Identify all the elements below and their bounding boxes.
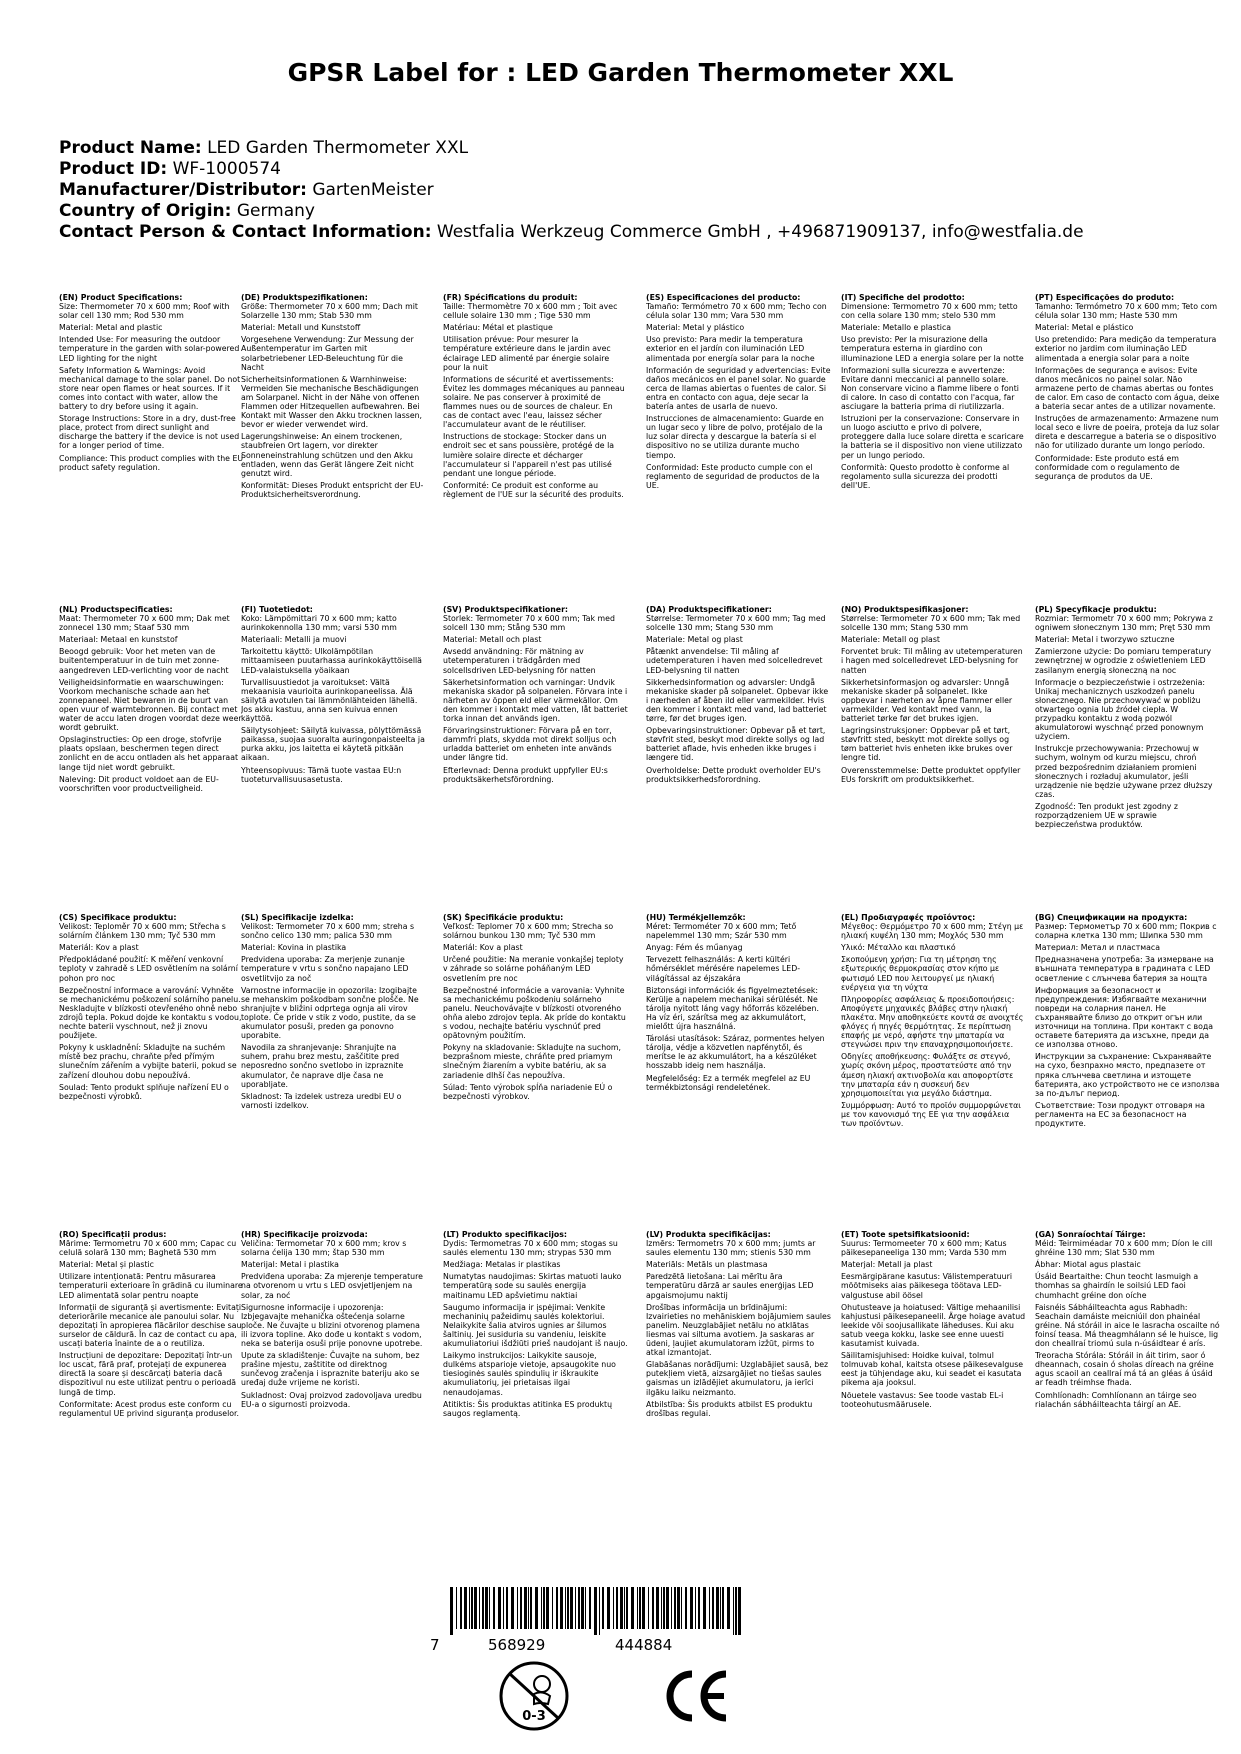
spec-line: Storlek: Termometer 70 x 600 mm; Tak med solcell 130 mm; Stång 530 mm: [443, 614, 615, 633]
spec-line: Lagringsinstruksjoner: Oppbevar på et tørt, støvfritt sted, beskytt mot direkte sollys og tøm batteriet hvis enheten ikke brukes over lengre tid.: [841, 726, 1013, 763]
spec-line: Μέγεθος: Θερμόμετρο 70 x 600 mm; Στέγη με ηλιακή κυψέλη 130 mm; Μοχλός 530 mm: [841, 922, 1024, 941]
spec-line: Izmērs: Termometrs 70 x 600 mm; jumts ar saules elementu 130 mm; stienis 530 mm: [646, 1239, 816, 1258]
info-label: Contact Person & Contact Information:: [59, 222, 432, 242]
spec-line: Úsáid Beartaithe: Chun teocht lasmuigh a thomhas sa ghairdín le soilsiú LED faoi chumhacht gréine don oíche: [1035, 1272, 1199, 1300]
barcode-bar: [556, 1587, 558, 1629]
barcode-bar: [620, 1587, 623, 1629]
barcode-bar: [716, 1587, 719, 1629]
barcode-bar: [567, 1587, 569, 1629]
spec-line: Súlad: Tento výrobok spĺňa nariadenie EÚ o bezpečnosti výrobkov.: [443, 1082, 613, 1101]
spec-line: Pokyny na skladovanie: Skladujte na suchom, bezprašnom mieste, chráňte pred priamym slnečným žiarením a vybite batériu, ak sa zariadenie dlhší čas nepoužíva.: [443, 1043, 621, 1080]
spec-line: Rozmiar: Termometr 70 x 600 mm; Pokrywa z ogniwem słonecznym 130 mm; Pręt 530 mm: [1035, 614, 1213, 633]
barcode-bar: [661, 1587, 662, 1629]
age-warning-0-3-icon: [498, 1660, 570, 1732]
spec-line: Størrelse: Termometer 70 x 600 mm; Tak med solcelle 130 mm; Stang 530 mm: [841, 614, 1021, 633]
barcode-bar: [733, 1587, 734, 1635]
spec-line: Overensstemmelse: Dette produktet oppfyller EUs forskrift om produktsikkerhet.: [841, 765, 1021, 784]
spec-line: Paredzētā lietošana: Lai mērītu āra temperatūru dārzā ar saules enerģijas LED apgaismojumu naktij: [646, 1272, 814, 1300]
language-heading: (NL) Productspecificaties:: [59, 605, 173, 614]
spec-line: Información de seguridad y advertencias: Evite daños mecánicos en el panel solar. No guarde cerca de llamas abiertas o fuentes de calor. Si entra en contacto con agua, deje secar la batería antes de usarla de nuevo.: [646, 365, 831, 412]
spec-line: Förvaringsinstruktioner: Förvara på en torr, dammfri plats, skydda mot direkt solljus och urladda batteriet om enheten inte används under längre tid.: [443, 726, 617, 763]
spec-line: Συμμόρφωση: Αυτό το προϊόν συμμορφώνεται με τον κανονισμό της ΕΕ για την ασφάλεια των προϊόντων.: [841, 1100, 1021, 1128]
language-block: [646, 605, 831, 907]
language-block: [1035, 293, 1220, 599]
spec-line: Storage Instructions: Store in a dry, dust-free place, protect from direct sunlight and discharge the battery if the device is not used for a longer period of time.: [59, 414, 240, 451]
barcode-bar: [581, 1587, 584, 1629]
language-heading: (PL) Specyfikacje produktu:: [1035, 605, 1157, 614]
language-heading: (BG) Спецификации на продукта:: [1035, 913, 1188, 922]
language-block: [443, 913, 628, 1224]
spec-line: Taille: Thermomètre 70 x 600 mm ; Toit avec cellule solaire 130 mm ; Tige 530 mm: [443, 302, 618, 321]
barcode-bar: [722, 1587, 724, 1629]
spec-line: Sukladnost: Ovaj proizvod zadovoljava uredbu EU-a o sigurnosti proizvoda.: [241, 1390, 422, 1409]
language-block: [646, 913, 831, 1224]
barcode-digits-left: 568929: [488, 1636, 546, 1654]
spec-line: Materjal: Metall ja plast: [841, 1260, 933, 1270]
language-heading: (ES) Especificaciones del producto:: [646, 293, 801, 302]
spec-line: Koko: Lämpömittari 70 x 600 mm; katto aurinkokennolla 130 mm; varsi 530 mm: [241, 614, 397, 633]
barcode-bar: [471, 1587, 473, 1629]
spec-line: Maat: Thermometer 70 x 600 mm; Dak met zonnecel 130 mm; Staaf 530 mm: [59, 614, 230, 633]
spec-line: Säkerhetsinformation och varningar: Undvik mekaniska skador på solpanelen. Förvara inte i närheten av öppen eld eller värmekällor. Om den kommer i kontakt med vatten, låt batteriet torka innan det används igen.: [443, 677, 628, 724]
barcode-bar: [479, 1587, 480, 1629]
language-block: [443, 1230, 628, 1530]
barcode-bar: [709, 1587, 710, 1629]
spec-line: Materiál: Kov a plast: [59, 943, 139, 953]
barcode-bar: [485, 1587, 488, 1629]
barcode-bar: [685, 1587, 687, 1629]
spec-line: Naleving: Dit product voldoet aan de EU-voorschriften voor productveiligheid.: [59, 774, 219, 793]
spec-line: Ábhar: Miotal agus plastaic: [1035, 1260, 1141, 1270]
spec-line: Informații de siguranță și avertismente: Evitați deteriorările mecanice ale panoului solar. Nu depozitați în apropierea flăcărilor deschise sau surselor de căldură. În caz de contact cu apa, uscați bateria înainte de a o reutiliza.: [59, 1302, 242, 1349]
language-heading: (PT) Especificações do produto:: [1035, 293, 1175, 302]
spec-line: Nõuetele vastavus: See toode vastab EL-i tooteohutusmäärusele.: [841, 1390, 1004, 1409]
language-heading: (RO) Specificații produs:: [59, 1230, 167, 1239]
spec-line: Soulad: Tento produkt splňuje nařízení EU o bezpečnosti výrobků.: [59, 1082, 229, 1101]
spec-line: Materijal: Metal i plastika: [241, 1260, 339, 1270]
spec-line: Tamaño: Termómetro 70 x 600 mm; Techo con célula solar 130 mm; Vara 530 mm: [646, 302, 827, 321]
spec-line: Méret: Termométer 70 x 600 mm; Tető napelemmel 130 mm; Szár 530 mm: [646, 922, 797, 941]
barcode-bar: [624, 1587, 625, 1629]
language-heading: (FI) Tuotetiedot:: [241, 605, 313, 614]
language-block: [59, 913, 244, 1224]
spec-line: Vorgesehene Verwendung: Zur Messung der Außentemperatur im Garten mit solarbetriebener LED-Beleuchtung für die Nacht: [241, 335, 414, 372]
spec-line: Tamanho: Termómetro 70 x 600 mm; Teto com célula solar 130 mm; Haste 530 mm: [1035, 302, 1218, 321]
language-block: [1035, 913, 1220, 1224]
spec-line: Utilisation prévue: Pour mesurer la température extérieure dans le jardin avec éclairage LED alimenté par énergie solaire pour la nuit: [443, 335, 611, 372]
spec-line: Material: Metal y plástico: [646, 323, 745, 333]
spec-line: Dimensione: Termometro 70 x 600 mm; tetto con cella solare 130 mm; stelo 530 mm: [841, 302, 1018, 321]
language-heading: (HR) Specifikacije proizvoda:: [241, 1230, 368, 1239]
language-block: [241, 913, 426, 1224]
info-value: Westfalia Werkzeug Commerce GmbH , +496871909137, info@westfalia.de: [436, 222, 1084, 242]
barcode-bar: [570, 1587, 573, 1629]
spec-line: Materiāls: Metāls un plastmasa: [646, 1260, 768, 1270]
barcode-bar: [560, 1587, 563, 1629]
ce-mark-icon: [662, 1668, 732, 1724]
barcode-bar: [511, 1587, 514, 1629]
barcode-bar: [703, 1587, 706, 1629]
barcode-bar: [616, 1587, 618, 1629]
barcode-bar: [674, 1587, 676, 1629]
spec-line: Intended Use: For measuring the outdoor temperature in the garden with solar-powered LED lighting for the night: [59, 335, 240, 363]
spec-line: Opslaginstructies: Op een droge, stofvrije plaats opslaan, beschermen tegen direct zonlicht en de accu ontladen als het apparaat lange tijd niet wordt gebruikt.: [59, 735, 239, 772]
spec-line: Safety Information & Warnings: Avoid mechanical damage to the solar panel. Do not store near open flames or heat sources. If it comes into contact with water, allow the battery to dry before using it again.: [59, 365, 241, 412]
barcode-bar: [712, 1587, 714, 1629]
barcode-bar: [648, 1587, 649, 1629]
language-heading: (SV) Produktspecifikationer:: [443, 605, 569, 614]
spec-line: Zgodność: Ten produkt jest zgodny z rozporządzeniem UE w sprawie bezpieczeństwa produktów.: [1035, 801, 1178, 830]
label-title: GPSR Label for : LED Garden Thermometer XXL: [287, 58, 954, 87]
spec-line: Uso pretendido: Para medição da temperatura exterior no jardim com iluminação LED alimentada a energia solar para a noite: [1035, 335, 1217, 363]
spec-line: Ohutusteave ja hoiatused: Vältige mehaanilisi kahjustusi päikesepaneelil. Ärge hoiage avatud leekide või soojusallikate läheduses. Kui aku satub veega kokku, laske see enne uuesti kasutamist kuivada.: [841, 1302, 1026, 1349]
spec-line: Material: Metal e plástico: [1035, 323, 1134, 333]
barcode-bar: [594, 1587, 597, 1635]
info-row: [59, 138, 1189, 159]
spec-line: Overholdelse: Dette produkt overholder EU's produktsikkerhedsforordning.: [646, 765, 821, 784]
spec-line: Velikost: Termometer 70 x 600 mm; streha s sončno celico 130 mm; palica 530 mm: [241, 922, 415, 941]
spec-line: Navodila za shranjevanje: Shranjujte na suhem, prahu brez mestu, zaščitite pred neposredno sončno svetlobo in izpraznite akumulator, če naprave dlje časa ne uporabljate.: [241, 1043, 404, 1089]
barcode-bar: [698, 1587, 700, 1629]
spec-line: Opbevaringsinstruktioner: Opbevar på et tørt, støvfrit sted, beskyt mod direkte sollys og lad batteriet aflade, hvis enheden ikke bruges i længere tid.: [646, 726, 826, 763]
spec-line: Treoracha Stórála: Stóráil in áit tirim, saor ó dheannach, cosain ó sholas díreach na gréine agus scaoil an ceallraí má tá an gléas á úsáid ar feadh tréimhse fhada.: [1035, 1351, 1214, 1388]
language-block: [241, 1230, 426, 1530]
barcode-bar: [656, 1587, 659, 1629]
spec-line: Størrelse: Termometer 70 x 600 mm; Tag med solcelle 130 mm; Stang 530 mm: [646, 614, 826, 633]
spec-line: Instrucțiuni de depozitare: Depozitați într-un loc uscat, fără praf, protejați de expunerea directă la soare și descărcați bateria dacă dispozitivul nu este utilizat pentru o perioadă lungă de timp.: [59, 1351, 237, 1397]
barcode-bar: [735, 1587, 737, 1635]
spec-line: Dydis: Termometras 70 x 600 mm; stogas su saulės elementu 130 mm; strypas 530 mm: [443, 1239, 618, 1258]
spec-line: Instruções de armazenamento: Armazene num local seco e livre de poeira, proteja da luz solar direta e descarregue a bateria se o dispositivo não for utilizado durante um longo período.: [1035, 414, 1220, 451]
spec-line: Informazioni sulla sicurezza e avvertenze: Evitare danni meccanici al pannello solare. Non conservare vicino a fiamme libere o fonti di calore. In caso di contatto con l'acqua, far asciugare la batteria prima di riutilizzarla.: [841, 365, 1019, 412]
info-value: WF-1000574: [172, 159, 281, 179]
spec-line: Instrukcje przechowywania: Przechowuj w suchym, wolnym od kurzu miejscu, chroń przed bezpośrednim działaniem promieni słonecznych i rozładuj akumulator, jeśli urządzenie nie będzie używane przez dłuższy czas.: [1035, 744, 1213, 799]
language-heading: (SL) Specifikacije izdelka:: [241, 913, 354, 922]
barcode-bar: [637, 1587, 638, 1629]
language-heading: (DE) Produktspezifikationen:: [241, 293, 368, 302]
spec-line: Megfelelőség: Ez a termék megfelel az EU termékbiztonsági rendeletének.: [646, 1073, 811, 1092]
barcode-bar: [506, 1587, 508, 1629]
spec-line: Anyag: Fém és műanyag: [646, 943, 743, 953]
barcode-bar: [493, 1587, 495, 1629]
language-block: [841, 293, 1026, 599]
spec-line: Instrucciones de almacenamiento: Guarde en un lugar seco y libre de polvo, protéjalo de la luz solar directa y descargue la batería si el dispositivo no se utiliza durante mucho tiempo.: [646, 414, 824, 460]
spec-line: Compliance: This product complies with the EU product safety regulation.: [59, 453, 244, 472]
barcode-bar: [602, 1587, 604, 1629]
barcode-bar: [613, 1587, 614, 1629]
spec-line: Informacje o bezpieczeństwie i ostrzeżenia: Unikaj mechanicznych uszkodzeń panelu słonecznego. Nie przechowywać w pobliżu otwartego ognia lub źródeł ciepła. W przypadku kontaktu z wodą pozwól akumulatorowi wyschnąć przed ponownym użyciem.: [1035, 677, 1206, 742]
spec-line: Veľkosť: Teplomer 70 x 600 mm; Strecha so solárnou bunkou 130 mm; Tyč 530 mm: [443, 922, 614, 941]
spec-line: Forventet bruk: Til måling av utetemperaturen i hagen med solcelledrevet LED-belysning for natten: [841, 647, 1023, 675]
spec-line: Informations de sécurité et avertissements: Évitez les dommages mécaniques au panneau solaire. Ne pas conserver à proximité de flammes nues ou de sources de chaleur. En cas de contact avec l'eau, laissez sécher l'accumulateur avant de le réutiliser.: [443, 374, 625, 430]
barcode-bar: [528, 1587, 529, 1629]
barcode-bar: [663, 1587, 665, 1629]
spec-line: Konformität: Dieses Produkt entspricht der EU-Produktsicherheitsverordnung.: [241, 480, 424, 499]
barcode-bar: [677, 1587, 680, 1629]
spec-line: Určené použitie: Na meranie vonkajšej teploty v záhrade so solárne poháňaným LED osvetlením pre noc: [443, 955, 624, 983]
spec-line: Material: Metal și plastic: [59, 1260, 154, 1270]
spec-line: Materiál: Kov a plast: [443, 943, 523, 953]
spec-line: Informações de segurança e avisos: Evite danos mecânicos no painel solar. Não armazene perto de chamas abertas ou fontes de calor. Em caso de contacto com água, deixe a bateria secar antes de a utilizar novamente.: [1035, 365, 1220, 412]
language-block: [241, 293, 426, 599]
spec-line: Medžiaga: Metalas ir plastikas: [443, 1260, 561, 1270]
info-row: [59, 159, 1189, 180]
spec-line: Sigurnosne informacije i upozorenja: Izbjegavajte mehanička oštećenja solarne ploče. Ne čuvajte u blizini otvorenog plamena ili izvora topline. Ako dođe u kontakt s vodom, neka se baterija osuši prije ponovne upotrebe.: [241, 1302, 423, 1349]
spec-line: Efterlevnad: Denna produkt uppfyller EU:s produktsäkerhetsförordning.: [443, 765, 608, 784]
language-block: [1035, 1230, 1220, 1530]
spec-line: Conformità: Questo prodotto è conforme al regolamento sulla sicurezza dei prodotti dell'UE.: [841, 462, 1010, 490]
spec-line: Saugumo informacija ir įspėjimai: Venkite mechaninių pažeidimų saulės kolektoriui. Nelaikykite šalia atviros ugnies ar šilumos šaltinių. Jei susiduria su vandeniu, leiskite akumuliatoriui išdžiūti prieš naudojant iš naujo.: [443, 1302, 628, 1349]
barcode-bar: [520, 1587, 522, 1629]
info-label: Product Name:: [59, 138, 202, 158]
spec-line: Biztonsági információk és figyelmeztetések: Kerülje a napelem mechanikai sérülését. Ne tárolja nyitott láng vagy hőforrás közelében. Ha víz éri, szárítsa meg az akkumulátort, mielőtt újra használná.: [646, 985, 819, 1032]
info-label: Country of Origin:: [59, 201, 232, 221]
info-value: Germany: [236, 201, 315, 221]
spec-line: Istruzioni per la conservazione: Conservare in un luogo asciutto e privo di polvere, proteggere dalla luce solare diretta e scaricare la batteria se il dispositivo non viene utilizzato per un lungo periodo.: [841, 414, 1024, 460]
spec-line: Skladnost: Ta izdelek ustreza uredbi EU o varnosti izdelkov.: [241, 1091, 402, 1110]
language-block: [841, 1230, 1026, 1530]
spec-line: Upute za skladištenje: Čuvajte na suhom, bez prašine mjestu, zaštitite od direktnog sunčevog zračenja i ispraznite bateriju ako se uređaj duže vrijeme ne koristi.: [241, 1351, 420, 1388]
spec-line: Οδηγίες αποθήκευσης: Φυλάξτε σε στεγνό, χωρίς σκόνη μέρος, προστατεύστε από την άμεση ηλιακή ακτινοβολία και αποφορτίστε την μπαταρία εάν η συσκευή δεν χρησιμοποιείται για μεγάλο διάστημα.: [841, 1052, 1014, 1098]
barcode-digits-right: 444884: [615, 1636, 673, 1654]
info-row: [59, 201, 1189, 222]
barcode-bar: [578, 1587, 580, 1629]
language-block: [59, 605, 244, 907]
spec-line: Utilizare intenționată: Pentru măsurarea temperaturii exterioare în grădină cu iluminare LED alimentată solar pentru noapte: [59, 1272, 243, 1300]
spec-line: Uso previsto: Per la misurazione della temperatura esterna in giardino con illuminazione LED a energia solare per la notte: [841, 335, 1024, 363]
spec-line: Méid: Teirmiméadar 70 x 600 mm; Díon le cill ghréine 130 mm; Slat 530 mm: [1035, 1239, 1213, 1258]
spec-line: Tárolási utasítások: Száraz, pormentes helyen tárolja, védje a közvetlen napfénytől, és merítse le az akkumulátort, ha a készüléket hosszabb ideig nem használja.: [646, 1034, 825, 1071]
spec-line: Velikost: Teploměr 70 x 600 mm; Střecha s solárním článkem 130 mm; Tyč 530 mm: [59, 922, 226, 941]
barcode-bar: [585, 1587, 586, 1629]
language-block: [841, 913, 1026, 1224]
spec-line: Conformitate: Acest produs este conform cu regulamentul UE privind siguranța produselor.: [59, 1399, 239, 1418]
spec-line: Conformidad: Este producto cumple con el reglamento de seguridad de productos de la UE.: [646, 462, 820, 490]
barcode-bar: [681, 1587, 682, 1629]
barcode-bar: [738, 1587, 741, 1635]
spec-line: Tarkoitettu käyttö: Ulkolämpötilan mittaamiseen puutarhassa aurinkokäyttöisellä LED-valaistuksella yöaikaan: [241, 647, 422, 675]
spec-line: Varnostne informacije in opozorila: Izogibajte se mehanskim poškodbam sončne plošče. Ne shranjujte v bližini odprtega ognja ali virov toplote. Če pride v stik z vodo, pustite, da se akumulator posuši, preden ga ponovno uporabite.: [241, 985, 419, 1041]
barcode-digit-first: 7: [430, 1636, 440, 1654]
spec-line: Predvidena uporaba: Za merjenje zunanje temperature v vrtu s sončno napajano LED osvetlitvijo za noč: [241, 955, 409, 983]
barcode-bar: [474, 1587, 477, 1629]
spec-line: Σκοπούμενη χρήση: Για τη μέτρηση της εξωτερικής θερμοκρασίας στον κήπο με φωτισμό LED που λειτουργεί με ηλιακή ενέργεια για τη νύχτα: [841, 955, 1000, 992]
language-block: [841, 605, 1026, 907]
barcode-bar: [469, 1587, 470, 1629]
language-heading: (SK) Špecifikácie produktu:: [443, 913, 564, 922]
spec-line: Veiligheidsinformatie en waarschuwingen: Voorkom mechanische schade aan het zonnepaneel. Niet bewaren in de buurt van open vuur of warmtebronnen. Bij contact met water de accu laten drogen voordat deze weer wordt gebruikt.: [59, 677, 242, 733]
barcode-bar: [652, 1587, 654, 1629]
barcode-bar: [524, 1587, 527, 1629]
barcode-bar: [671, 1587, 672, 1629]
spec-line: Materiał: Metal i tworzywo sztuczne: [1035, 635, 1175, 645]
spec-line: Информация за безопасност и предупреждения: Избягвайте механични повреди на соларния панел. Не съхранявайте близо до открит огън или източници на топлина. При контакт с вода оставете батерията да изсъхне, преди да се използва отново.: [1035, 985, 1214, 1050]
spec-line: Materiaali: Metalli ja muovi: [241, 635, 347, 645]
spec-line: Материал: Метал и пластмаса: [1035, 943, 1160, 953]
language-heading: (FR) Spécifications du produit:: [443, 293, 578, 302]
barcode-bar: [720, 1587, 721, 1629]
barcode-bar: [541, 1587, 542, 1629]
spec-line: Размер: Термометър 70 x 600 mm; Покрив с соларна клетка 130 mm; Шипка 530 mm: [1035, 922, 1217, 941]
barcode-bar: [690, 1587, 693, 1629]
barcode-bar: [565, 1587, 566, 1629]
svg-text:0-3: 0-3: [522, 1709, 546, 1724]
language-block: [241, 605, 426, 907]
spec-line: Säilitamisjuhised: Hoidke kuival, tolmul tolmuvab kohal, kaitsta otsese päikesevalguse eest ja tühjendage aku, kui seadet ei kasutata pikema aja jooksul.: [841, 1351, 1024, 1388]
spec-line: Faisnéis Sábháilteachta agus Rabhadh: Seachain damáiste meicniúil don phainéal gréine. Ná stóráil in aice le lasracha oscailte nó foinsí teasa. Má theagmhálann sé le huisce, lig don cheallraí triomú sula n-úsáidtear é arís.: [1035, 1302, 1220, 1349]
barcode-bar: [552, 1587, 553, 1629]
spec-line: Drošības informācija un brīdinājumi: Izvairieties no mehāniskiem bojājumiem saules panelim. Neuzglabājiet netālu no atklātas liesmas vai siltuma avotiem. Ja saskaras ar ūdeni, ļaujiet akumulatoram izžūt, pirms to atkal izmantojat.: [646, 1302, 831, 1358]
spec-line: Material: Kovina in plastika: [241, 943, 347, 953]
barcode-bar: [489, 1587, 490, 1629]
barcode-bar: [464, 1587, 467, 1629]
spec-line: Предназначена употреба: За измерване на външната температура в градината с LED осветление с слънчева батерия за нощта: [1035, 955, 1214, 983]
barcode-bar: [482, 1587, 484, 1629]
spec-line: Uso previsto: Para medir la temperatura exterior en el jardín con iluminación LED alimentada por energía solar para la noche: [646, 335, 815, 363]
spec-line: Conformidade: Este produto está em conformidade com o regulamento de segurança de produtos da UE.: [1035, 453, 1180, 481]
product-info: [59, 138, 1189, 243]
spec-line: Instructions de stockage: Stocker dans un endroit sec et sans poussière, protégé de la lumière solaire directe et décharger l'accumulateur si l'appareil n'est pas utilisé pendant une longue période.: [443, 432, 615, 478]
language-block: [443, 293, 628, 599]
spec-line: Atitiktis: Šis produktas atitinka ES produktų saugos reglamentą.: [443, 1399, 613, 1418]
spec-line: Zamierzone użycie: Do pomiaru temperatury zewnętrznej w ogrodzie z oświetleniem LED zasilanym energią słoneczną na noc: [1035, 647, 1212, 675]
language-block: [59, 1230, 244, 1530]
language-heading: (LV) Produkta specifikācijas:: [646, 1230, 771, 1239]
language-heading: (ET) Toote spetsifikatsioonid:: [841, 1230, 970, 1239]
spec-line: Mărime: Termometru 70 x 600 mm; Capac cu celulă solară 130 mm; Baghetă 530 mm: [59, 1239, 237, 1258]
spec-line: Predviđena uporaba: Za mjerenje temperature na otvorenom u vrtu s LED osvjetljenjem na solar, za noć: [241, 1272, 423, 1300]
spec-line: Υλικό: Μέταλλο και πλαστικό: [841, 943, 956, 953]
language-heading: (CS) Specifikace produktu:: [59, 913, 177, 922]
barcode-bar: [695, 1587, 696, 1629]
spec-line: Sicherheitsinformationen & Warnhinweise: Vermeiden Sie mechanische Beschädigungen am Solarpanel. Nicht in der Nähe von offenen Flammen oder Hitzequellen aufbewahren. Bei Kontakt mit Wasser den Akku trocknen lassen, bevor er wieder verwendet wird.: [241, 374, 423, 430]
barcode-bar: [450, 1587, 453, 1635]
barcode-bar: [517, 1587, 518, 1629]
language-heading: (DA) Produktspecifikationer:: [646, 605, 772, 614]
spec-line: Pokyny k uskladnění: Skladujte na suchém místě bez prachu, chraňte před přímým slunečním zářením a vybijte baterii, pokud se zařízení dlouhou dobu nepoužívá.: [59, 1043, 237, 1080]
barcode-bar: [642, 1587, 645, 1629]
barcode-bar: [727, 1587, 730, 1629]
barcode-bar: [498, 1587, 501, 1629]
info-value: LED Garden Thermometer XXL: [207, 138, 469, 158]
barcode-bar: [607, 1587, 610, 1629]
language-block: [646, 1230, 831, 1530]
language-heading: (EN) Product Specifications:: [59, 293, 183, 302]
language-heading: (HU) Termékjellemzők:: [646, 913, 746, 922]
barcode-bar: [639, 1587, 641, 1629]
spec-line: Инструкции за съхранение: Съхранявайте на сухо, безпрахно място, предпазете от пряка слънчева светлина и изтощете батерията, ако устройството не се използва за по-дълъг период.: [1035, 1052, 1220, 1098]
language-heading: (NO) Produktspesifikasjoner:: [841, 605, 969, 614]
language-heading: (GA) Sonraíochtaí Táirge:: [1035, 1230, 1146, 1239]
spec-line: Matériau: Métal et plastique: [443, 323, 553, 333]
barcode-bar: [543, 1587, 545, 1629]
spec-line: Eesmärgipärane kasutus: Välistemperatuuri mõõtmiseks aias päikesega töötava LED-valgustuse abil öösel: [841, 1272, 1012, 1300]
language-heading: (EL) Προδιαγραφές προϊόντος:: [841, 913, 976, 922]
barcode: [450, 1587, 750, 1635]
spec-line: Bezpečnostné informácie a varovania: Vyhnite sa mechanickému poškodeniu solárneho panelu. Neuchovávajte v blízkosti otvoreného ohňa alebo zdrojov tepla. Ak príde do kontaktu s vodou, nechajte batériu vyschnúť pred opätovným použitím.: [443, 985, 626, 1041]
barcode-bar: [460, 1587, 462, 1629]
spec-line: Größe: Thermometer 70 x 600 mm; Dach mit Solarzelle 130 mm; Stab 530 mm: [241, 302, 418, 321]
language-heading: (LT) Produkto specifikacijos:: [443, 1230, 567, 1239]
spec-line: Materiale: Metall og plast: [841, 635, 940, 645]
spec-line: Lagerungshinweise: An einem trockenen, staubfreien Ort lagern, vor direkter Sonneneinstrahlung schützen und den Akku entladen, wenn das Gerät längere Zeit nicht genutzt wird.: [241, 432, 414, 478]
spec-line: Avsedd användning: För mätning av utetemperaturen i trädgården med solcellsdriven LED-belysning för natten: [443, 647, 596, 675]
barcode-bar: [535, 1587, 538, 1629]
barcode-bar: [575, 1587, 576, 1629]
info-row: [59, 180, 1189, 201]
barcode-bar: [599, 1587, 600, 1635]
barcode-bar: [666, 1587, 669, 1629]
spec-line: Materiale: Metallo e plastica: [841, 323, 952, 333]
barcode-bar: [631, 1587, 634, 1629]
spec-line: Comhlíonadh: Comhlíonann an táirge seo rialachán sábháilteachta táirgí an AE.: [1035, 1390, 1197, 1409]
spec-line: Yhteensopivuus: Tämä tuote vastaa EU:n tuoteturvallisuusasetusta.: [241, 765, 402, 784]
info-label: Manufacturer/Distributor:: [59, 180, 307, 200]
spec-line: Sikkerhetsinformasjon og advarsler: Unngå mekaniske skader på solpanelet. Ikke oppbevar i nærheten av åpne flammer eller varmekilder. Ved kontakt med vann, la batteriet tørke før det brukes igjen.: [841, 677, 1013, 724]
spec-line: Beoogd gebruik: Voor het meten van de buitentemperatuur in de tuin met zonne-aangedreven LED-verlichting voor de nacht: [59, 647, 229, 675]
language-block: [59, 293, 244, 599]
spec-line: Conformité: Ce produit est conforme au règlement de l'UE sur la sécurité des produits.: [443, 480, 624, 499]
barcode-bar: [589, 1587, 591, 1629]
spec-line: Bezpečnostní informace a varování: Vyhněte se mechanickému poškození solárního panelu. Neskladujte v blízkosti otevřeného ohně nebo zdrojů tepla. Pokud dojde ke kontaktu s vodou, nechte baterii vyschnout, než ji znovu použijete.: [59, 985, 242, 1041]
spec-line: Numatytas naudojimas: Skirtas matuoti lauko temperatūrą sode su saulės energija maitinamu LED apšvietimu naktiai: [443, 1272, 622, 1300]
spec-line: Předpokládané použití: K měření venkovní teploty v zahradě s LED osvětlením na solární pohon pro noc: [59, 955, 238, 983]
spec-line: Glabāšanas norādījumi: Uzglabājiet sausā, bez putekļiem vietā, aizsargājiet no tiešas saules gaismas un izlādējiet akumulatoru, ja ierīci ilgāku laiku neizmanto.: [646, 1360, 829, 1397]
spec-line: Material: Metall och plast: [443, 635, 542, 645]
barcode-bar: [530, 1587, 532, 1629]
spec-line: Size: Thermometer 70 x 600 mm; Roof with solar cell 130 mm; Rod 530 mm: [59, 302, 230, 321]
spec-line: Tervezett felhasználás: A kerti kültéri hőmérséklet mérésére napelemes LED-világítással az éjszakára: [646, 955, 801, 983]
language-block: [443, 605, 628, 907]
info-value: GartenMeister: [312, 180, 434, 200]
spec-line: Säilytysohjeet: Säilytä kuivassa, pölyttömässä paikassa, suojaa suoralta auringonpaisteelta ja purka akku, jos laitetta ei käytetä pitkään aikaan.: [241, 726, 425, 763]
language-block: [1035, 605, 1220, 907]
spec-line: Πληροφορίες ασφάλειας & προειδοποιήσεις: Αποφύγετε μηχανικές βλάβες στην ηλιακή πλακέτα. Μην αποθηκεύετε κοντά σε ανοιχτές φλόγες ή πηγές θερμότητας. Σε περίπτωση επαφής με νερό, αφήστε την μπαταρία να στεγνώσει πριν την επαναχρησιμοποιήσετε.: [841, 994, 1024, 1050]
barcode-bar: [456, 1587, 457, 1629]
spec-line: Laikymo instrukcijos: Laikykite sausoje, dulkėms atsparioje vietoje, apsaugokite nuo tiesioginės saulės spindulių ir iškraukite akumuliatorių, jei prietaisas ilgai nenaudojamas.: [443, 1351, 616, 1397]
spec-line: Materiale: Metal og plast: [646, 635, 743, 645]
barcode-bar: [546, 1587, 549, 1629]
language-heading: (IT) Specifiche del prodotto:: [841, 293, 965, 302]
spec-line: Materiaal: Metaal en kunststof: [59, 635, 178, 645]
barcode-bar: [626, 1587, 628, 1629]
spec-line: Turvallisuustiedot ja varoitukset: Vältä mekaanisia vaurioita aurinkopaneelissa. Älä säilytä avotulen tai lämmönlähteiden lähellä. Jos akku kastuu, anna sen kuivua ennen käyttöä.: [241, 677, 418, 724]
spec-line: Sikkerhedsinformation og advarsler: Undgå mekaniske skader på solpanelet. Opbevar ikke i nærheden af åben ild eller varmekilder. Hvis den kommer i kontakt med vand, lad batteriet tørre, før det bruges igen.: [646, 677, 829, 724]
spec-line: Material: Metal and plastic: [59, 323, 163, 333]
spec-line: Material: Metall und Kunststoff: [241, 323, 361, 333]
spec-line: Atbilstība: Šis produkts atbilst ES produktu drošības regulai.: [646, 1399, 813, 1418]
spec-line: Veličina: Termometar 70 x 600 mm; krov s solarna ćelija 130 mm; štap 530 mm: [241, 1239, 407, 1258]
spec-line: Съответствие: Този продукт отговаря на регламента на ЕС за безопасност на продуктите.: [1035, 1100, 1205, 1128]
spec-line: Påtænkt anvendelse: Til måling af udetemperaturen i haven med solcelledrevet LED-belysning til natten: [646, 647, 823, 675]
spec-line: Suurus: Termomeeter 70 x 600 mm; Katus päikesepaneeliga 130 mm; Varda 530 mm: [841, 1239, 1007, 1258]
barcode-bar: [503, 1587, 504, 1629]
info-label: Product ID:: [59, 159, 168, 179]
info-row: [59, 222, 1189, 243]
language-block: [646, 293, 831, 599]
